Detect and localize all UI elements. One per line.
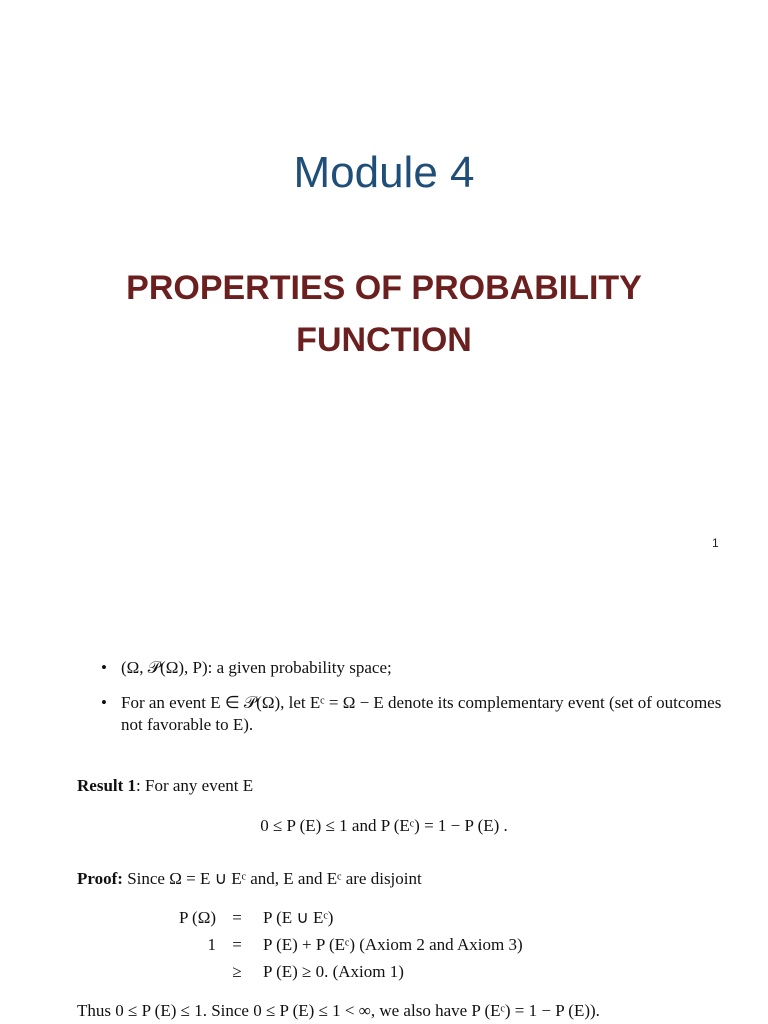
equation-rhs: P (E) + P (Eᶜ) (Axiom 2 and Axiom 3) <box>263 935 523 954</box>
equation-relation: = <box>232 935 242 954</box>
slide-subtitle: PROPERTIES OF PROBABILITY FUNCTION <box>126 269 642 359</box>
bullet-dot-icon: • <box>101 658 107 677</box>
equation-lhs: 1 <box>207 935 216 954</box>
equation-relation: = <box>232 908 242 927</box>
slide-title: Module 4 <box>293 148 475 197</box>
equation-relation: ≥ <box>232 962 242 981</box>
equation-lhs: P (Ω) <box>178 908 216 927</box>
proof-text: Since Ω = E ∪ Eᶜ and, E and Eᶜ are disjoint <box>127 869 422 888</box>
result-equation: 0 ≤ P (E) ≤ 1 and P (Eᶜ) = 1 − P (E) . <box>260 816 508 835</box>
proof-label: Proof: <box>77 869 123 888</box>
proof-statement <box>77 869 422 889</box>
bullet-text: (Ω, 𝒫(Ω), P): a given probability space; <box>121 658 392 677</box>
conclusion-text: Thus 0 ≤ P (E) ≤ 1. Since 0 ≤ P (E) ≤ 1 < ∞, we also have P (Eᶜ) = 1 − P (E)). <box>77 1001 600 1020</box>
result-text: : For any event E <box>136 776 254 795</box>
result-label: Result 1 <box>77 776 137 795</box>
equation-rhs: P (E ∪ Eᶜ) <box>263 908 334 927</box>
bullet-dot-icon: • <box>101 693 107 712</box>
result-statement <box>77 776 253 796</box>
equation-rhs: P (E) ≥ 0. (Axiom 1) <box>263 962 404 981</box>
page-number: 1 <box>712 536 719 550</box>
bullet-text: For an event E ∈ 𝒫(Ω), let Eᶜ = Ω − E denote its complementary event (set of outcomes not favorable to E). <box>121 693 722 734</box>
